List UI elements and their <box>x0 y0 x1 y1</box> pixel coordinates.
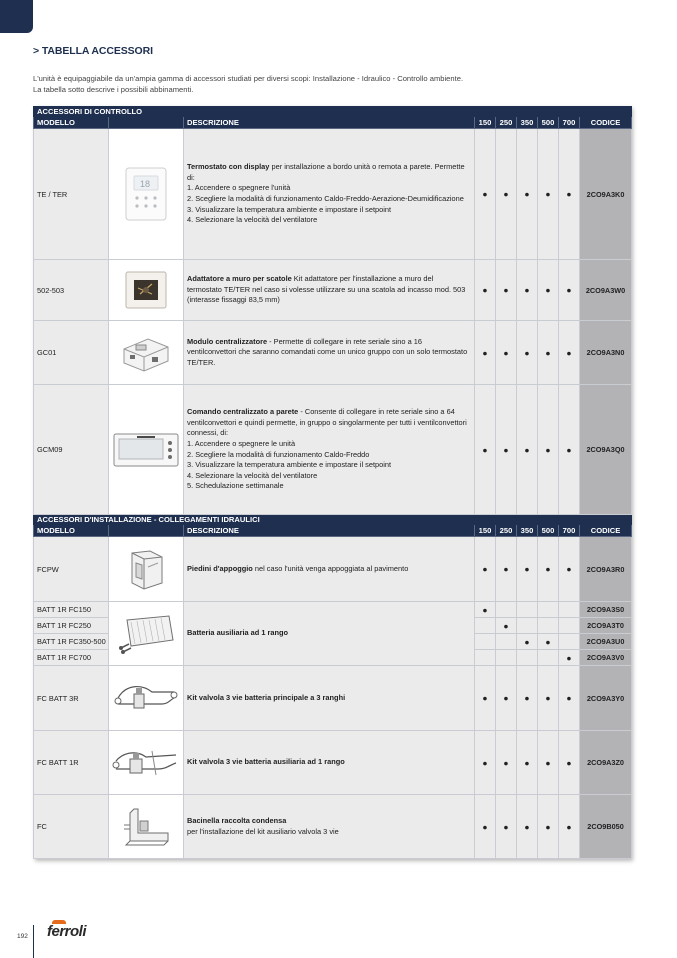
wall-adapter-icon <box>109 268 183 312</box>
page-number: 192 <box>17 933 28 940</box>
description-text: per installazione a bordo unità o remota a parete. Permette di: <box>187 162 465 182</box>
compatibility-dot <box>538 650 559 666</box>
description-title: Kit valvola 3 vie batteria ausiliaria ad 1 rango <box>187 757 345 767</box>
description-text: Kit adattatore per l'installazione a muro del termostato TE/TER nel caso si volesse utilizzare su una scatola ad incasso mod. 503 (interasse fissaggi 83,5 mm) <box>187 274 466 305</box>
compatibility-dot: ● <box>475 385 496 515</box>
accessory-row <box>34 666 632 731</box>
corner-tab <box>0 0 33 33</box>
col-header-size: 150 <box>475 117 496 129</box>
compatibility-dot <box>559 634 580 650</box>
compatibility-dot: ● <box>475 795 496 859</box>
accessory-row <box>34 537 632 602</box>
description-cell <box>184 321 475 385</box>
compatibility-dot: ● <box>517 795 538 859</box>
intro-line-1: L'unità è equipaggiabile da un'ampia gamma di accessori studiati per diversi scopi: Installazione - Idraulico - Controllo ambiente. <box>33 74 464 83</box>
compatibility-dot <box>517 602 538 618</box>
model-cell: GCM09 <box>34 385 109 515</box>
product-image-cell <box>109 731 184 795</box>
col-header-size: 150 <box>475 525 496 537</box>
compatibility-dot: ● <box>517 537 538 602</box>
product-code: 2CO9A3U0 <box>580 634 632 650</box>
compatibility-dot <box>538 618 559 634</box>
description-cell <box>184 602 475 666</box>
compatibility-dot: ● <box>559 650 580 666</box>
compatibility-dot: ● <box>538 795 559 859</box>
auxiliary-coil-icon <box>109 610 183 658</box>
model-cell: FC BATT 1R <box>34 731 109 795</box>
product-code: 2CO9A3K0 <box>580 129 632 260</box>
compatibility-dot: ● <box>517 634 538 650</box>
column-header-row <box>34 117 632 129</box>
product-image-cell <box>109 795 184 859</box>
description-cell <box>184 385 475 515</box>
compatibility-dot: ● <box>475 537 496 602</box>
product-code: 2CO9A3V0 <box>580 650 632 666</box>
product-image-cell <box>109 602 184 666</box>
compatibility-dot: ● <box>475 602 496 618</box>
col-header-image <box>109 117 184 129</box>
col-header-size: 700 <box>559 525 580 537</box>
col-header-size: 700 <box>559 117 580 129</box>
description-cell <box>184 795 475 859</box>
product-code: 2CO9A3T0 <box>580 618 632 634</box>
description-line: 5. Schedulazione settimanale <box>187 481 284 491</box>
model-cell: BATT 1R FC700 <box>34 650 109 666</box>
compatibility-dot: ● <box>496 537 517 602</box>
compatibility-dot: ● <box>559 666 580 731</box>
compatibility-dot: ● <box>538 129 559 260</box>
compatibility-dot <box>559 602 580 618</box>
description-line: 1. Accendere o spegnere le unità <box>187 438 296 448</box>
description-cell <box>184 260 475 321</box>
col-header-size: 350 <box>517 525 538 537</box>
compatibility-dot: ● <box>496 731 517 795</box>
product-code: 2CO9A3Z0 <box>580 731 632 795</box>
compatibility-dot: ● <box>538 321 559 385</box>
compatibility-dot: ● <box>538 634 559 650</box>
compatibility-dot <box>517 650 538 666</box>
compatibility-dot: ● <box>538 385 559 515</box>
description-line: 1. Accendere o spegnere l'unità <box>187 183 291 193</box>
description-line: 2. Scegliere la modalità di funzionamento Caldo-Freddo-Aerazione-Deumidificazione <box>187 194 464 203</box>
compatibility-dot: ● <box>559 731 580 795</box>
compatibility-dot: ● <box>496 795 517 859</box>
description-cell <box>184 537 475 602</box>
compatibility-dot: ● <box>496 321 517 385</box>
model-cell: FCPW <box>34 537 109 602</box>
compatibility-dot: ● <box>559 321 580 385</box>
three-way-valve-aux-icon <box>109 743 183 783</box>
compatibility-dot <box>475 650 496 666</box>
compatibility-dot <box>496 634 517 650</box>
description-text: nel caso l'unità venga appoggiata al pavimento <box>252 563 409 573</box>
compatibility-dot: ● <box>517 731 538 795</box>
compatibility-dot <box>538 602 559 618</box>
svg-text:18: 18 <box>140 179 151 189</box>
col-header-code: CODICE <box>580 525 632 537</box>
col-header-model: MODELLO <box>34 117 109 129</box>
col-header-size: 250 <box>496 117 517 129</box>
description-line: 2. Scegliere la modalità di funzionamento Caldo-Freddo <box>187 449 370 459</box>
accessory-row <box>34 731 632 795</box>
compatibility-dot <box>517 618 538 634</box>
description-cell <box>184 731 475 795</box>
description-text: - Permette di collegare in rete seriale sino a 16 ventilconvettori che saranno comandati come un unico gruppo con un solo termostato TE/TER. <box>187 336 468 367</box>
compatibility-dot <box>559 618 580 634</box>
accessory-row <box>34 260 632 321</box>
description-cell <box>184 129 475 260</box>
product-code: 2CO9A3W0 <box>580 260 632 321</box>
model-cell: BATT 1R FC150 <box>34 602 109 618</box>
compatibility-dot: ● <box>517 129 538 260</box>
compatibility-dot: ● <box>559 129 580 260</box>
compatibility-dot: ● <box>538 260 559 321</box>
compatibility-dot: ● <box>496 618 517 634</box>
model-cell: BATT 1R FC350-500 <box>34 634 109 650</box>
compatibility-dot: ● <box>475 666 496 731</box>
footer-divider <box>33 925 34 958</box>
support-feet-icon <box>109 545 183 593</box>
compatibility-dot <box>475 618 496 634</box>
compatibility-dot: ● <box>475 731 496 795</box>
compatibility-dot: ● <box>475 321 496 385</box>
compatibility-dot: ● <box>475 260 496 321</box>
compatibility-dot: ● <box>517 321 538 385</box>
compatibility-dot: ● <box>538 731 559 795</box>
description-title: Batteria ausiliaria ad 1 rango <box>187 628 289 638</box>
compatibility-dot: ● <box>517 385 538 515</box>
compatibility-dot: ● <box>517 666 538 731</box>
model-cell: GC01 <box>34 321 109 385</box>
description-title: Termostato con display <box>187 162 270 172</box>
description-title: Modulo centralizzatore <box>187 336 268 346</box>
description-title: Kit valvola 3 vie batteria principale a 3 ranghi <box>187 692 346 702</box>
product-code: 2CO9B050 <box>580 795 632 859</box>
compatibility-dot: ● <box>496 129 517 260</box>
intro-line-2: La tabella sotto descrive i possibili abbinamenti. <box>33 85 194 94</box>
compatibility-dot: ● <box>559 537 580 602</box>
accessory-row <box>34 129 632 260</box>
product-code: 2CO9A3N0 <box>580 321 632 385</box>
description-title: Adattatore a muro per scatole <box>187 274 292 284</box>
compatibility-dot <box>496 650 517 666</box>
description-line: 3. Visualizzare la temperatura ambiente e impostare il setpoint <box>187 460 392 470</box>
section-title: > TABELLA ACCESSORI <box>33 45 153 57</box>
compatibility-dot <box>475 634 496 650</box>
accessory-row <box>34 602 632 618</box>
model-cell: 502-503 <box>34 260 109 321</box>
model-cell: TE / TER <box>34 129 109 260</box>
col-header-size: 500 <box>538 525 559 537</box>
description-text: per l'installazione del kit ausiliario valvola 3 vie <box>187 826 339 836</box>
group-title: ACCESSORI DI CONTROLLO <box>34 107 632 117</box>
description-text: - Consente di collegare in rete seriale sino a 64 ventilconvettori e quindi permette, in gruppo o singolarmente per tutti i ventilconvettori connessi, di: <box>187 407 467 438</box>
col-header-description: DESCRIZIONE <box>184 525 475 537</box>
description-line: 3. Visualizzare la temperatura ambiente e impostare il setpoint <box>187 204 392 214</box>
col-header-size: 500 <box>538 117 559 129</box>
product-code: 2CO9A3Q0 <box>580 385 632 515</box>
description-line: 4. Selezionare la velocità del ventilatore <box>187 215 318 225</box>
product-code: 2CO9A3Y0 <box>580 666 632 731</box>
accessories-table <box>33 106 631 859</box>
product-code: 2CO9A3S0 <box>580 602 632 618</box>
description-title: Bacinella raccolta condensa <box>187 815 287 825</box>
product-code: 2CO9A3R0 <box>580 537 632 602</box>
description-title: Piedini d'appoggio <box>187 563 253 573</box>
accessory-row <box>34 795 632 859</box>
compatibility-dot: ● <box>559 385 580 515</box>
model-cell: BATT 1R FC250 <box>34 618 109 634</box>
group-header-row <box>34 107 632 117</box>
compatibility-dot: ● <box>496 385 517 515</box>
col-header-image <box>109 525 184 537</box>
compatibility-dot: ● <box>496 260 517 321</box>
compatibility-dot: ● <box>538 537 559 602</box>
compatibility-dot: ● <box>496 666 517 731</box>
product-image-cell <box>109 666 184 731</box>
column-header-row <box>34 525 632 537</box>
compatibility-dot: ● <box>559 260 580 321</box>
three-way-valve-kit-icon <box>109 678 183 718</box>
compatibility-dot: ● <box>559 795 580 859</box>
group-title: ACCESSORI D'INSTALLAZIONE - COLLEGAMENTI IDRAULICI <box>34 515 632 525</box>
col-header-description: DESCRIZIONE <box>184 117 475 129</box>
product-image-cell <box>109 385 184 515</box>
accessory-row <box>34 385 632 515</box>
product-image-cell <box>109 321 184 385</box>
wall-controller-icon <box>109 430 183 470</box>
product-image-cell <box>109 129 184 260</box>
product-image-cell <box>109 537 184 602</box>
col-header-model: MODELLO <box>34 525 109 537</box>
col-header-size: 250 <box>496 525 517 537</box>
col-header-size: 350 <box>517 117 538 129</box>
group-header-row <box>34 515 632 525</box>
compatibility-dot: ● <box>475 129 496 260</box>
model-cell: FC <box>34 795 109 859</box>
accessory-row <box>34 321 632 385</box>
central-module-icon <box>109 331 183 375</box>
thermostat-display-icon <box>109 166 183 222</box>
description-cell <box>184 666 475 731</box>
description-title: Comando centralizzato a parete <box>187 407 299 417</box>
compatibility-dot: ● <box>517 260 538 321</box>
intro-text <box>33 73 633 95</box>
compatibility-dot <box>496 602 517 618</box>
product-image-cell <box>109 260 184 321</box>
model-cell: FC BATT 3R <box>34 666 109 731</box>
col-header-code: CODICE <box>580 117 632 129</box>
brand-logo: ferroli <box>47 923 87 940</box>
condensate-tray-icon <box>109 803 183 851</box>
description-line: 4. Selezionare la velocità del ventilatore <box>187 470 318 480</box>
compatibility-dot: ● <box>538 666 559 731</box>
